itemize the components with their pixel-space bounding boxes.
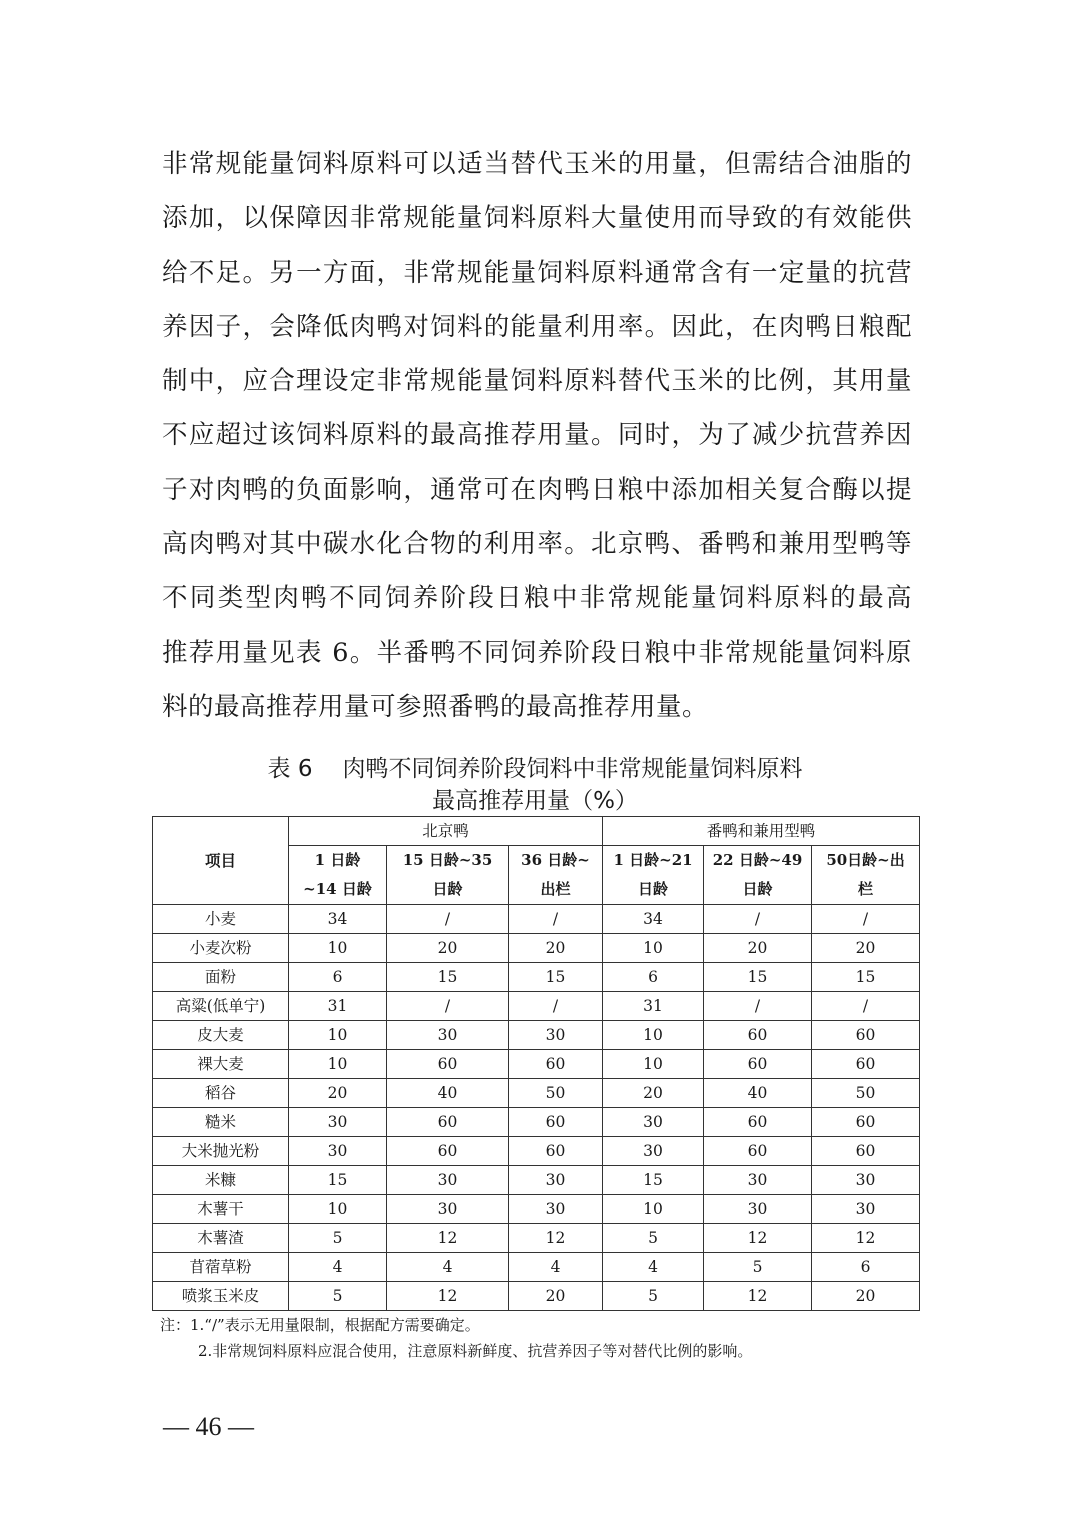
- table-cell: 60: [704, 1050, 812, 1079]
- table-cell: 6: [289, 963, 387, 992]
- table-row: [153, 1137, 920, 1166]
- table-cell: /: [812, 905, 920, 934]
- table-cell: 12: [704, 1224, 812, 1253]
- table-cell: 5: [289, 1282, 387, 1311]
- table-cell: 15: [387, 963, 509, 992]
- paragraph-line: 不应超过该饲料原料的最高推荐用量。同时，为了减少抗营养因: [162, 420, 912, 451]
- row-label: 裸大麦: [153, 1050, 289, 1079]
- table-cell: 20: [704, 934, 812, 963]
- data-table: [152, 816, 920, 1311]
- table-cell: /: [387, 992, 509, 1021]
- table-row: [153, 1195, 920, 1224]
- table-cell: 4: [387, 1253, 509, 1282]
- table-cell: 30: [603, 1137, 704, 1166]
- table-cell: 30: [387, 1195, 509, 1224]
- table-cell: 31: [603, 992, 704, 1021]
- paragraph-line: 给不足。另一方面，非常规能量饲料原料通常含有一定量的抗营: [162, 257, 912, 288]
- table-cell: 40: [704, 1079, 812, 1108]
- row-label: 喷浆玉米皮: [153, 1282, 289, 1311]
- table-cell: /: [812, 992, 920, 1021]
- group-header-beijing-duck: 北京鸭: [289, 817, 603, 846]
- paragraph-line: 养因子，会降低肉鸭对饲料的能量利用率。因此，在肉鸭日粮配: [162, 311, 912, 342]
- table-cell: 60: [812, 1137, 920, 1166]
- paragraph-line: 制中，应合理设定非常规能量饲料原料替代玉米的比例，其用量: [162, 366, 912, 397]
- table-notes: [160, 1312, 920, 1364]
- table-cell: 60: [509, 1108, 603, 1137]
- paragraph-line: 推荐用量见表 6。半番鸭不同饲养阶段日粮中非常规能量饲料原: [162, 637, 912, 668]
- row-label: 米糠: [153, 1166, 289, 1195]
- table-cell: /: [509, 992, 603, 1021]
- table-cell: 10: [603, 934, 704, 963]
- table-cell: 30: [289, 1137, 387, 1166]
- item-header: 项目: [153, 817, 289, 905]
- paragraph-line: 料的最高推荐用量可参照番鸭的最高推荐用量。: [162, 691, 709, 722]
- row-label: 糙米: [153, 1108, 289, 1137]
- table-cell: 60: [387, 1108, 509, 1137]
- table-cell: 30: [387, 1021, 509, 1050]
- row-label: 皮大麦: [153, 1021, 289, 1050]
- table-cell: 15: [704, 963, 812, 992]
- table-cell: 20: [603, 1079, 704, 1108]
- table-cell: /: [387, 905, 509, 934]
- table-cell: 15: [603, 1166, 704, 1195]
- table-row: [153, 1108, 920, 1137]
- table-row: [153, 1224, 920, 1253]
- note-1: 注：1.“/”表示无用量限制，根据配方需要确定。: [160, 1316, 480, 1334]
- table-cell: 30: [603, 1108, 704, 1137]
- table-cell: 10: [289, 934, 387, 963]
- table-row: [153, 1079, 920, 1108]
- table-cell: 30: [704, 1166, 812, 1195]
- table-cell: /: [509, 905, 603, 934]
- row-label: 面粉: [153, 963, 289, 992]
- table-cell: /: [704, 905, 812, 934]
- table-cell: 4: [289, 1253, 387, 1282]
- stage-header: 50日龄~出 栏: [812, 846, 920, 905]
- table-cell: 12: [704, 1282, 812, 1311]
- table-cell: 30: [812, 1195, 920, 1224]
- table-cell: 34: [603, 905, 704, 934]
- table-row: [153, 1021, 920, 1050]
- table-cell: 5: [603, 1282, 704, 1311]
- table-row: [153, 1253, 920, 1282]
- table-cell: 10: [289, 1050, 387, 1079]
- note-2: 2.非常规饲料原料应混合使用，注意原料新鲜度、抗营养因子等对替代比例的影响。: [198, 1342, 753, 1360]
- table-cell: 40: [387, 1079, 509, 1108]
- table-cell: 30: [509, 1166, 603, 1195]
- table-cell: 60: [704, 1108, 812, 1137]
- table-cell: 10: [289, 1195, 387, 1224]
- stage-header: 22 日龄~49 日龄: [704, 846, 812, 905]
- table-cell: 12: [812, 1224, 920, 1253]
- table-cell: 20: [509, 934, 603, 963]
- table-row: [153, 934, 920, 963]
- table-cell: 30: [509, 1195, 603, 1224]
- paragraph-line: 非常规能量饲料原料可以适当替代玉米的用量，但需结合油脂的: [162, 149, 912, 179]
- table-cell: 60: [704, 1021, 812, 1050]
- table-cell: 60: [812, 1050, 920, 1079]
- row-label: 高粱(低单宁): [153, 992, 289, 1021]
- table-row: [153, 905, 920, 934]
- table-cell: 12: [387, 1282, 509, 1311]
- table-row: [153, 963, 920, 992]
- table-cell: 5: [704, 1253, 812, 1282]
- table-number: 表 6: [267, 756, 313, 782]
- paragraph-line: 不同类型肉鸭不同饲养阶段日粮中非常规能量饲料原料的最高: [162, 583, 912, 614]
- table-title: [150, 754, 920, 784]
- row-label: 苜蓿草粉: [153, 1253, 289, 1282]
- paragraph-line: 高肉鸭对其中碳水化合物的利用率。北京鸭、番鸭和兼用型鸭等: [162, 529, 912, 560]
- table-cell: 60: [812, 1021, 920, 1050]
- table-cell: 10: [603, 1021, 704, 1050]
- table-cell: 30: [509, 1021, 603, 1050]
- table-cell: 12: [509, 1224, 603, 1253]
- table-cell: 20: [509, 1282, 603, 1311]
- table-row: [153, 992, 920, 1021]
- table-cell: 60: [812, 1108, 920, 1137]
- table-cell: 31: [289, 992, 387, 1021]
- table-cell: 30: [387, 1166, 509, 1195]
- table-cell: 50: [812, 1079, 920, 1108]
- table-cell: 12: [387, 1224, 509, 1253]
- row-label: 木薯渣: [153, 1224, 289, 1253]
- row-label: 稻谷: [153, 1079, 289, 1108]
- table-cell: 60: [509, 1137, 603, 1166]
- table-cell: 6: [812, 1253, 920, 1282]
- page-number: — 46 —: [163, 1412, 254, 1441]
- row-label: 小麦次粉: [153, 934, 289, 963]
- table-cell: 15: [509, 963, 603, 992]
- table-cell: 5: [603, 1224, 704, 1253]
- table-cell: 4: [603, 1253, 704, 1282]
- table-cell: 30: [289, 1108, 387, 1137]
- row-label: 木薯干: [153, 1195, 289, 1224]
- table-title-line2: 最高推荐用量（%）: [432, 788, 638, 814]
- table-row: [153, 1166, 920, 1195]
- group-header-muscovy-duck: 番鸭和兼用型鸭: [603, 817, 920, 846]
- table-row: [153, 1282, 920, 1311]
- table-cell: 20: [812, 1282, 920, 1311]
- stage-header: 1 日龄 ~14 日龄: [289, 846, 387, 905]
- table-cell: /: [704, 992, 812, 1021]
- table-row: [153, 1050, 920, 1079]
- table-cell: 10: [289, 1021, 387, 1050]
- table-cell: 5: [289, 1224, 387, 1253]
- table-cell: 20: [289, 1079, 387, 1108]
- table-cell: 4: [509, 1253, 603, 1282]
- paragraph-line: 添加，以保障因非常规能量饲料原料大量使用而导致的有效能供: [162, 203, 912, 234]
- table-cell: 34: [289, 905, 387, 934]
- table-cell: 60: [387, 1137, 509, 1166]
- table-cell: 50: [509, 1079, 603, 1108]
- table-title-line1: 肉鸭不同饲养阶段饲料中非常规能量饲料原料: [342, 756, 803, 782]
- table-cell: 15: [812, 963, 920, 992]
- table-cell: 60: [704, 1137, 812, 1166]
- stage-header: 15 日龄~35 日龄: [387, 846, 509, 905]
- row-label: 小麦: [153, 905, 289, 934]
- stage-header: 1 日龄~21 日龄: [603, 846, 704, 905]
- table-cell: 60: [387, 1050, 509, 1079]
- table-cell: 60: [509, 1050, 603, 1079]
- table-cell: 30: [812, 1166, 920, 1195]
- row-label: 大米抛光粉: [153, 1137, 289, 1166]
- table-cell: 15: [289, 1166, 387, 1195]
- table-cell: 6: [603, 963, 704, 992]
- table-cell: 10: [603, 1195, 704, 1224]
- body-paragraph: [162, 137, 912, 734]
- table-cell: 30: [704, 1195, 812, 1224]
- table-cell: 20: [387, 934, 509, 963]
- table-cell: 20: [812, 934, 920, 963]
- stage-header: 36 日龄~ 出栏: [509, 846, 603, 905]
- table-cell: 10: [603, 1050, 704, 1079]
- paragraph-line: 子对肉鸭的负面影响，通常可在肉鸭日粮中添加相关复合酶以提: [162, 474, 912, 505]
